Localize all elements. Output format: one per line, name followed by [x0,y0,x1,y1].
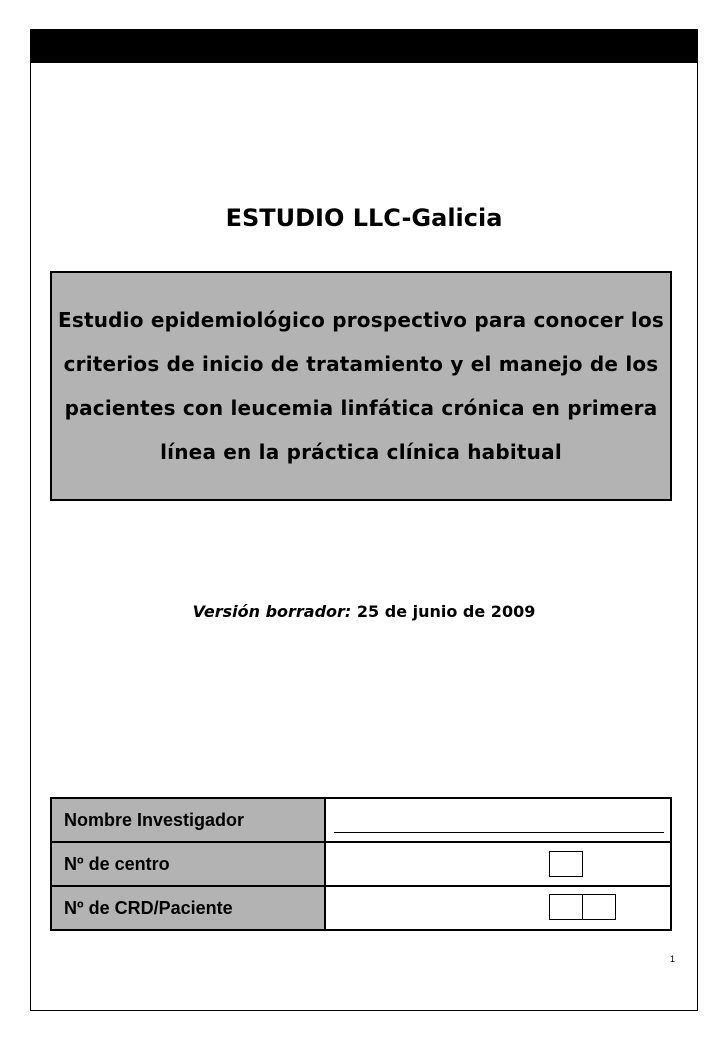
crd-row [52,887,670,929]
center-row [52,843,670,887]
study-description-box [50,271,672,501]
header-bar [31,30,697,63]
crd-number-field [326,887,670,929]
investigator-name-field[interactable] [326,799,670,841]
center-number-field [326,843,670,885]
page-number: 1 [669,954,675,964]
crd-label: Nº de CRD/Paciente [52,887,326,929]
investigator-row [52,799,670,843]
identification-table [50,797,672,931]
crd-digit-box-2[interactable] [582,894,616,920]
crd-digit-box-1[interactable] [549,894,583,920]
study-description: Estudio epidemiológico prospectivo para conocer los criterios de inicio de tratamiento y el manejo de los pacientes con leucemia linfática crónica en primera línea en la práctica clínica habitual [58,308,664,464]
document-title: ESTUDIO LLC-Galicia [225,204,503,232]
investigator-label: Nombre Investigador [52,799,326,841]
investigator-name-line [334,832,664,833]
page-frame [30,29,698,1011]
center-label: Nº de centro [52,843,326,885]
version-date: 25 de junio de 2009 [356,602,536,621]
version-line [31,602,697,621]
version-label: Versión borrador: [192,602,352,621]
center-digit-box[interactable] [549,851,583,877]
